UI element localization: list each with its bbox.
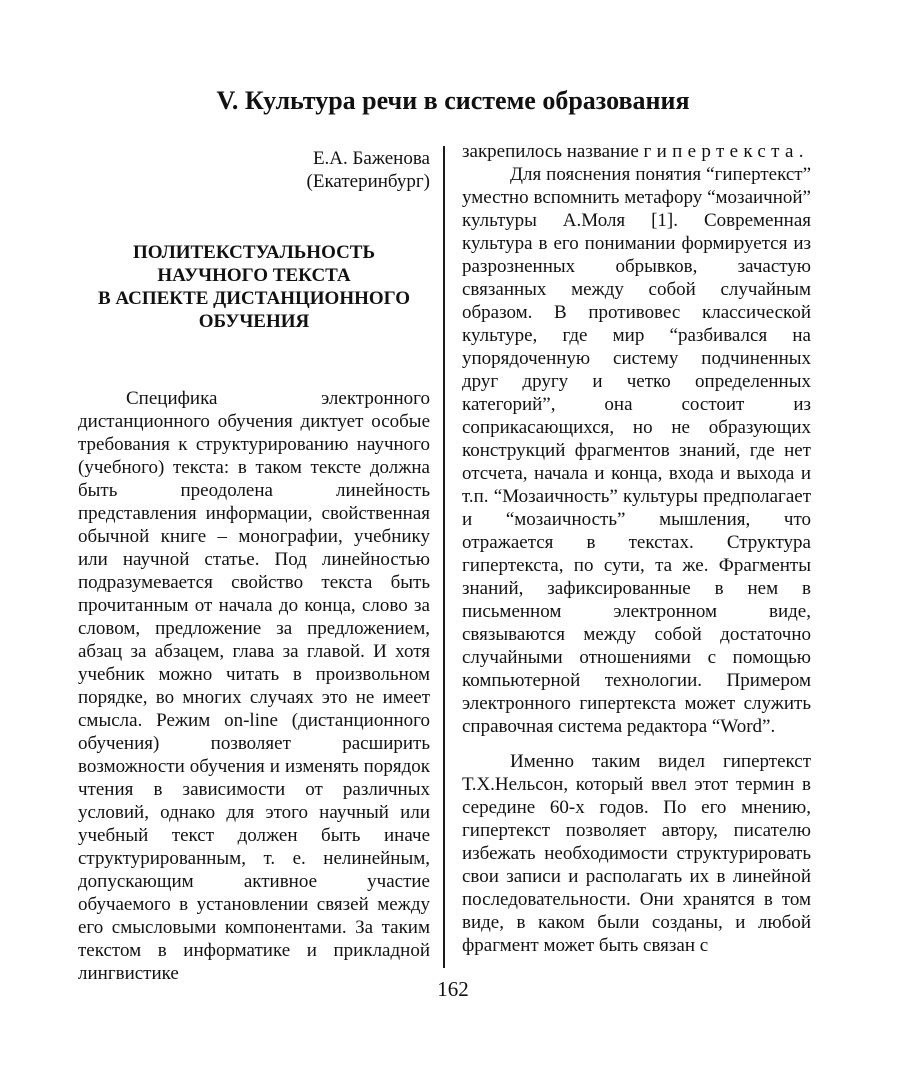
continuation-paragraph [462,140,811,163]
body-paragraph: Специфика электронного дистанционного обучения диктует особые требования к структурированию научного (учебного) текста: в таком тексте должна быть преодолена линейность представления информации, свойственная обычной книге – монографии, учебнику или научной статье. Под линейностью подразумевается свойство текста быть прочитанным от начала до конца, слово за словом, предложение за предложением, абзац за абзацем, глава за главой. И хотя учебник можно читать в произвольном порядке, во многих случаях это не имеет смысла. Режим on-line (дистанционного обучения) позволяет расширить возможности обучения и изменять порядок чтения в зависимости от различных условий, однако для этого научный или учебный текст должен быть иначе структурированным, т. е. нелинейным, допускающим активное участие обучаемого в установлении связей между его смысловыми компонентами. За таким текстом в информатике и прикладной лингвистике [78,388,430,984]
article-title-line: ОБУЧЕНИЯ [198,311,310,332]
column-divider [443,146,445,968]
author-block [78,147,430,193]
continuation-text: закрепилось название [462,141,644,162]
article-title-line: В АСПЕКТЕ ДИСТАНЦИОННОГО [97,288,411,309]
article-title-line: НАУЧНОГО ТЕКСТА [157,265,351,286]
page-number: 162 [437,977,469,1001]
section-title: V. Культура речи в системе образования [216,86,690,115]
right-column [462,140,811,957]
body-paragraph: Именно таким видел гипертекст Т.Х.Нельсон, который ввел этот термин в середине 60-х годов. По его мнению, гипертекст позволяет автору, писателю избежать необходимости структурировать свои записи и располагать их в линейной последовательности. Они хранятся в том виде, в каком были созданы, и любой фрагмент может быть связан с [462,751,811,956]
author-name: Е.А. Баженова [312,148,430,169]
author-city: (Екатеринбург) [306,171,430,192]
body-paragraph: Для пояснения понятия “гипертекст” уместно вспомнить метафору “мозаичной” культуры А.Моля [1]. Современная культура в его понимании формируется из разрозненных обрывков, зачастую связанных между собой случайным образом. В противовес классической культуре, где мир “разбивался на упорядоченную систему подчиненных друг другу и четко определенных категорий”, она состоит из соприкасающихся, но не образующих конструкций фрагментов знаний, где нет отсчета, начала и конца, входа и выхода и т.п. “Мозаичность” культуры предполагает и “мозаичность” мышления, что отражается в текстах. Структура гипертекста, по сути, та же. Фрагменты знаний, зафиксированные в нем в письменном электронном виде, связываются между собой достаточно случайными отношениями с помощью компьютерной технологии. Примером электронного гипертекста может служить справочная система редактора “Word”. [462,164,811,737]
left-column [78,140,430,985]
hypertext-term: гипертекста. [643,141,809,162]
article-title-line: ПОЛИТЕКСТУАЛЬНОСТЬ [132,242,376,263]
article-title [78,241,430,333]
